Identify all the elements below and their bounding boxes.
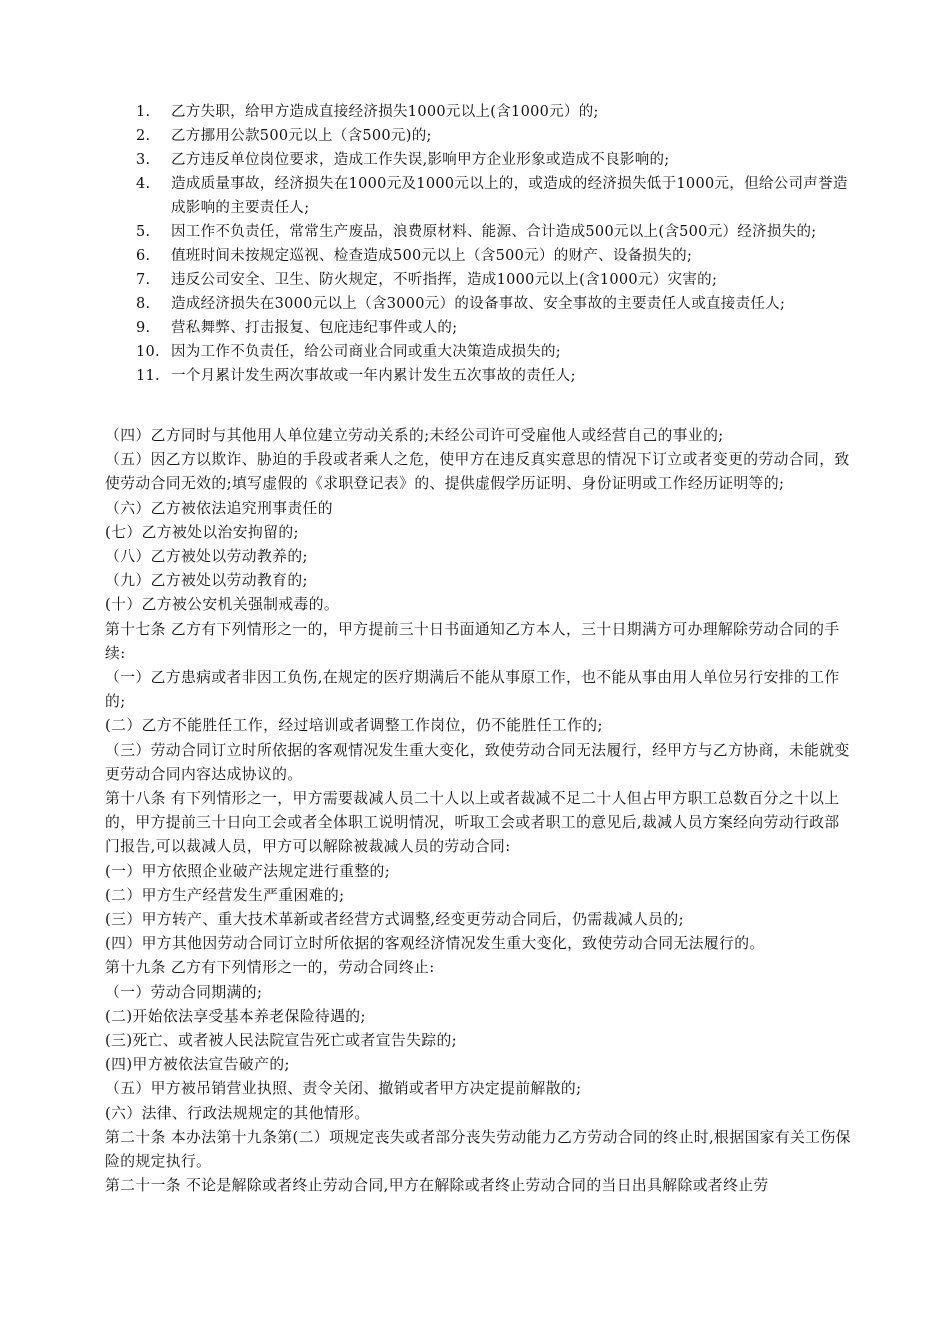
list-item-text: 因为工作不负责任，给公司商业合同或重大决策造成损失的;: [171, 344, 561, 360]
paragraph: (四）甲方其他因劳动合同订立时所依据的客观经济情况发生重大变化，致使劳动合同无法履行的。: [105, 935, 765, 953]
list-item-text: 违反公司安全、卫生、防火规定，不听指挥，造成1000元以上(含1000元）灾害的;: [171, 272, 718, 288]
list-item-text: 因工作不负责任，常常生产废品，浪费原材料、能源、合计造成500元以上(含500元）经济损失的;: [171, 224, 817, 240]
paragraph: （三）劳动合同订立时所依据的客观情况发生重大变化，致使劳动合同无法履行，经甲方与乙方协商，未能就变更劳动合同内容达成协议的。: [105, 741, 850, 783]
paragraph: (十）乙方被公安机关强制戒毒的。: [105, 596, 340, 614]
paragraph: （一）乙方患病或者非因工负伤,在规定的医疗期满后不能从事原工作，也不能从事由用人单位另行安排的工作的;: [105, 669, 840, 711]
list-item-number: 2.: [136, 128, 151, 144]
list-item: [0, 220, 950, 244]
list-item: [0, 364, 950, 388]
list-item-number: 10.: [136, 344, 160, 360]
list-item-number: 6.: [136, 248, 151, 264]
document-body: [105, 424, 853, 1199]
article-19-heading: 第十九条 乙方有下列情形之一的，劳动合同终止:: [105, 959, 435, 977]
list-item-text: 乙方违反单位岗位要求，造成工作失误,影响甲方企业形象或造成不良影响的;: [171, 152, 670, 168]
article-18-heading: 第十八条 有下列情形之一，甲方需要裁减人员二十人以上或者裁减不足二十人但占甲方职工总数百分之十以上的，甲方提前三十日向工会或者全体职工说明情况，听取工会或者职工的意见后,裁减人员方案经向劳动行政部门报告,可以裁减人员，甲方可以解除被裁减人员的劳动合同:: [105, 790, 840, 856]
list-item-number: 4.: [136, 176, 151, 192]
list-item-number: 11.: [136, 368, 160, 384]
list-item-text: 一个月累计发生两次事故或一年内累计发生五次事故的责任人;: [171, 368, 576, 384]
list-item: [0, 292, 950, 316]
paragraph: (二）乙方不能胜任工作，经过培训或者调整工作岗位，仍不能胜任工作的;: [105, 717, 603, 735]
article-17-heading: 第十七条 乙方有下列情形之一的，甲方提前三十日书面通知乙方本人，三十日期满方可办理解除劳动合同的手续:: [105, 620, 840, 662]
paragraph: （五）因乙方以欺诈、胁迫的手段或者乘人之危，使甲方在违反真实意思的情况下订立或者变更的劳动合同，致使劳动合同无效的;填写虚假的《求职登记表》的、提供虚假学历证明、身份证明或工作经历证明等的;: [105, 451, 850, 493]
paragraph: （一）劳动合同期满的;: [105, 983, 263, 1001]
list-item: [0, 148, 950, 172]
numbered-list: [0, 100, 950, 388]
paragraph: （五）甲方被吊销营业执照、责令关闭、撤销或者甲方决定提前解散的;: [105, 1080, 582, 1098]
list-item-number: 9.: [136, 320, 151, 336]
paragraph: （九）乙方被处以劳动教育的;: [105, 572, 308, 590]
article-21-heading: 第二十一条 不论是解除或者终止劳动合同,甲方在解除或者终止劳动合同的当日出具解除或者终止劳: [105, 1177, 769, 1195]
list-item-text: 乙方挪用公款500元以上（含500元)的;: [171, 128, 432, 144]
paragraph: (六）法律、行政法规规定的其他情形。: [105, 1104, 370, 1122]
list-item: [0, 244, 950, 268]
list-item: [0, 100, 950, 124]
paragraph: (二)开始依法享受基本养老保险待遇的;: [105, 1007, 366, 1025]
paragraph: (一）甲方依照企业破产法规定进行重整的;: [105, 862, 391, 880]
list-item-number: 3.: [136, 152, 151, 168]
paragraph: （八）乙方被处以劳动教养的;: [105, 548, 308, 566]
list-item: [0, 340, 950, 364]
paragraph: (二）甲方生产经营发生严重困难的;: [105, 886, 345, 904]
list-item-number: 7.: [136, 272, 151, 288]
list-item-text: 造成质量事故，经济损失在1000元及1000元以上的，或造成的经济损失低于1000元，但给公司声誉造成影响的主要责任人;: [171, 176, 848, 216]
paragraph: （六）乙方被依法追究刑事责任的: [105, 499, 333, 517]
paragraph: （四）乙方同时与其他用人单位建立劳动关系的;未经公司许可受雇他人或经营自己的事业的;: [105, 427, 724, 444]
paragraph: (四)甲方被依法宣告破产的;: [105, 1056, 290, 1074]
paragraph: (三)死亡、或者被人民法院宣告死亡或者宣告失踪的;: [105, 1032, 458, 1050]
list-item: [0, 124, 950, 148]
list-item-text: 乙方失职，给甲方造成直接经济损失1000元以上(含1000元）的;: [171, 104, 599, 120]
list-item: [0, 172, 950, 220]
paragraph: (七）乙方被处以治安拘留的;: [105, 523, 299, 541]
list-item: [0, 268, 950, 292]
list-item-number: 8.: [136, 296, 151, 312]
list-item-number: 5.: [136, 224, 151, 240]
list-item: [0, 316, 950, 340]
list-item-number: 1.: [136, 104, 151, 120]
paragraph: (三）甲方转产、重大技术革新或者经营方式调整,经变更劳动合同后，仍需裁减人员的;: [105, 911, 684, 929]
list-item-text: 造成经济损失在3000元以上（含3000元）的设备事故、安全事故的主要责任人或直接责任人;: [171, 296, 786, 312]
list-item-text: 值班时间未按规定巡视、检查造成500元以上（含500元）的财产、设备损失的;: [171, 248, 693, 264]
article-20-heading: 第二十条 本办法第十九条第(二）项规定丧失或者部分丧失劳动能力乙方劳动合同的终止时,根据国家有关工伤保险的规定执行。: [105, 1128, 851, 1171]
list-item-text: 营私舞弊、打击报复、包庇违纪事件或人的;: [171, 320, 458, 336]
